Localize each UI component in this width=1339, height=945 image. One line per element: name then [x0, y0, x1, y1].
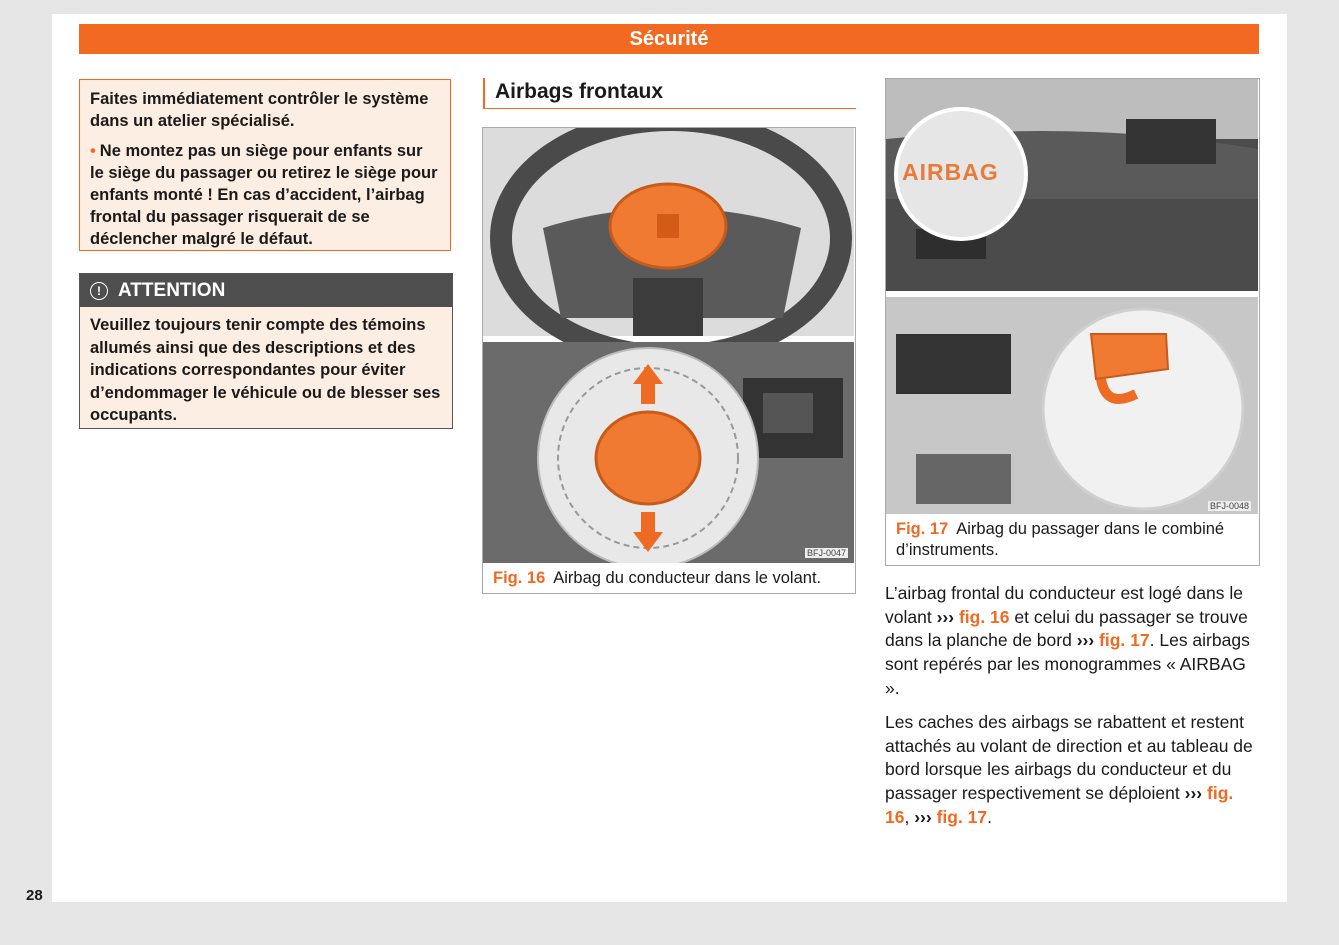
page-header: Sécurité	[79, 24, 1259, 54]
body-paragraph-2	[885, 711, 1260, 830]
figure-17-caption-text: Airbag du passager dans le combiné d’instruments.	[896, 520, 1225, 559]
ref-arrows-icon: ›››	[1076, 630, 1095, 651]
page-number: 28	[26, 887, 43, 904]
ref-fig-16[interactable]: fig. 16	[958, 606, 1010, 627]
airbag-label: AIRBAG	[902, 159, 999, 185]
ref-arrows-icon: ›››	[1184, 783, 1203, 804]
warning-line-2	[90, 140, 440, 250]
figure-17-label: Fig. 17	[896, 520, 949, 538]
figure-16-label: Fig. 16	[493, 569, 546, 587]
section-title: Airbags frontaux	[483, 78, 856, 109]
figure-17-illustration	[886, 79, 1258, 514]
ref-fig-16[interactable]: fig. 16	[885, 783, 1234, 827]
attention-header	[80, 274, 452, 307]
bullet-icon: •	[90, 142, 96, 160]
figure-16	[482, 127, 856, 594]
ref-arrows-icon: ›››	[914, 806, 932, 827]
ref-fig-17[interactable]: fig. 17	[1099, 630, 1150, 651]
ref-arrows-icon: ›››	[936, 606, 955, 627]
ref-fig-17[interactable]: fig. 17	[936, 806, 988, 827]
attention-title: ATTENTION	[118, 280, 226, 301]
comma: ,	[904, 806, 910, 827]
p1-text-c: . Les airbags sont repérés par les monogrammes « AIRBAG ».	[885, 630, 1250, 698]
figure-16-code: BFJ-0047	[807, 548, 847, 558]
warning-line-1: Faites immédiatement contrôler le système dans un atelier spécialisé.	[90, 90, 429, 130]
period: .	[987, 806, 993, 827]
figure-17	[885, 78, 1260, 566]
p1-text-a: L’airbag frontal du conducteur est logé dans le volant	[885, 583, 1244, 627]
body-paragraph-1	[885, 582, 1260, 701]
figure-17-code: BFJ-0048	[1210, 501, 1250, 511]
p1-text-b: et celui du passager se trouve dans la planche de bord	[885, 606, 1248, 651]
exclamation-circle-icon: !	[90, 282, 108, 300]
attention-box	[79, 273, 453, 429]
warning-bullet-text: Ne montez pas un siège pour enfants sur le siège du passager ou retirez le siège pour enfants monté ! En cas d’accident, l’airbag frontal du passager risquerait de se déclencher malgré le défaut.	[90, 142, 438, 248]
attention-text: Veuillez toujours tenir compte des témoins allumés ainsi que des descriptions et des indications correspondantes pour éviter d’endommager le véhicule ou de blesser ses occupants.	[90, 316, 441, 424]
figure-17-caption	[896, 519, 1246, 561]
p2-text-a: Les caches des airbags se rabattent et restent attachés au volant de direction et au tableau de bord lorsque les airbags du conducteur et du passager respectivement se déploient	[885, 712, 1253, 804]
figure-16-illustration	[483, 128, 854, 563]
figure-16-caption	[493, 568, 821, 589]
figure-16-caption-text: Airbag du conducteur dans le volant.	[553, 569, 822, 587]
warning-box	[79, 79, 451, 251]
